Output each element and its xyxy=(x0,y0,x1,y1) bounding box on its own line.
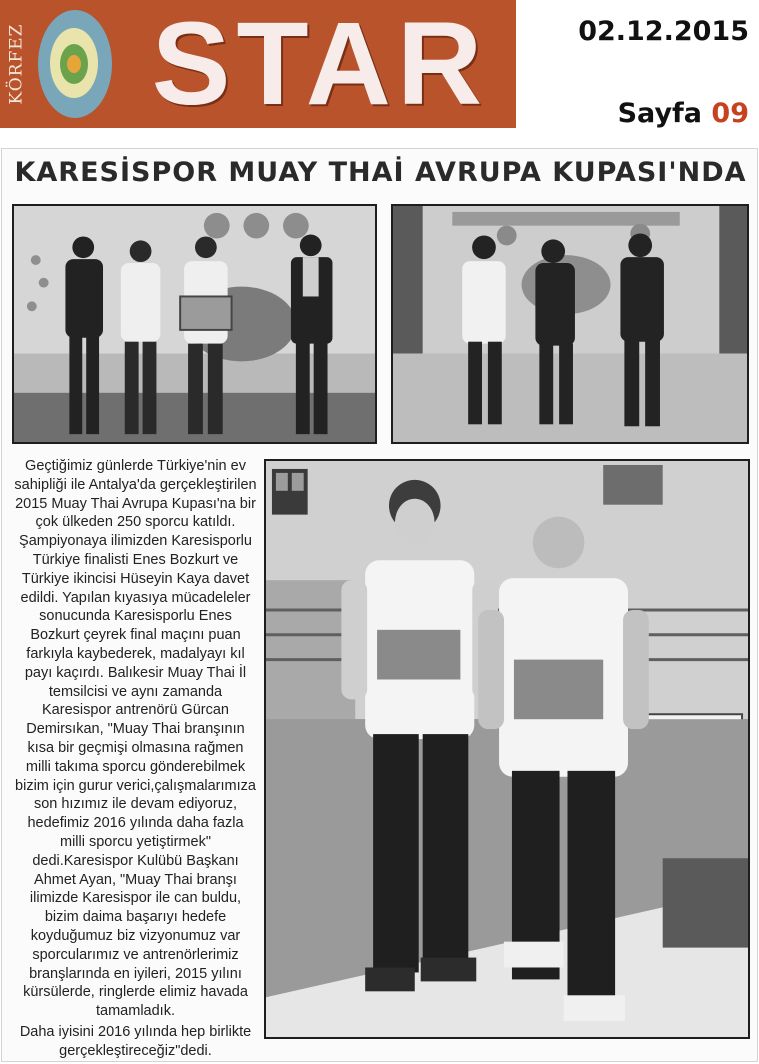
article-headline: KARESİSPOR MUAY THAİ AVRUPA KUPASI'NDA xyxy=(14,157,747,188)
page-label xyxy=(618,98,749,129)
article-body xyxy=(14,457,257,1061)
article-paragraph: Geçtiğimiz günlerde Türkiye'nin ev sahipliği ile Antalya'da gerçekleştirilen 2015 Muay Thai Avrupa Kupası'na bir çok ülkeden 250 sporcu katıldı. Şampiyonaya ilimizden Karesisporlu Türkiye finalisti Enes Bozkurt ve Türkiye ikincisi Hüseyin Kaya davet edildi. Yapılan kıyasıya mücadeleler sonucunda Karesisporlu Enes Bozkurt çeyrek final maçını puan farkıyla kaybederek, madalyayı kıl payı kaçırdı. Balıkesir Muay Thai İl temsilcisi ve aynı zamanda Karesispor antrenörü Gürcan Demirsıkan, "Muay Thai branşının kısa bir geçmişi olmasına rağmen milli takıma sporcu gönderebilmek bizim için gurur verici,çalışmalarımıza son hızımız ile devam ediyoruz, hedefimiz 2016 yılında daha fazla milli sporcu yetiştirmek" dedi.Karesispor Kulübü Başkanı Ahmet Ayan, "Muay Thai branşı ilimizde Karesispor ile can buldu, bizim daima başarıyı hedefe koyduğumuz biz vizyonumuz var sporcularımız ve antrenörlerimiz branşlarında en iyileri, 2015 yılını kürsülerde, ringlerde elimiz havada tamamladık. xyxy=(14,458,257,1020)
photo-athletes-venue xyxy=(391,204,749,444)
issue-date: 02.12.2015 xyxy=(578,16,749,47)
brand-name: STAR xyxy=(151,0,489,128)
page-number: 09 xyxy=(711,98,749,129)
photo-award-ceremony xyxy=(12,204,377,444)
article-closing: Daha iyisini 2016 yılında hep birlikte gerçekleştireceğiz"dedi. xyxy=(19,1023,252,1059)
page-label-prefix: Sayfa xyxy=(617,98,703,129)
masthead xyxy=(0,0,516,128)
photo-athlete-and-coach xyxy=(264,459,750,1039)
news-clipping xyxy=(1,148,758,1062)
masthead-vertical-word: KÖRFEZ xyxy=(6,23,26,105)
